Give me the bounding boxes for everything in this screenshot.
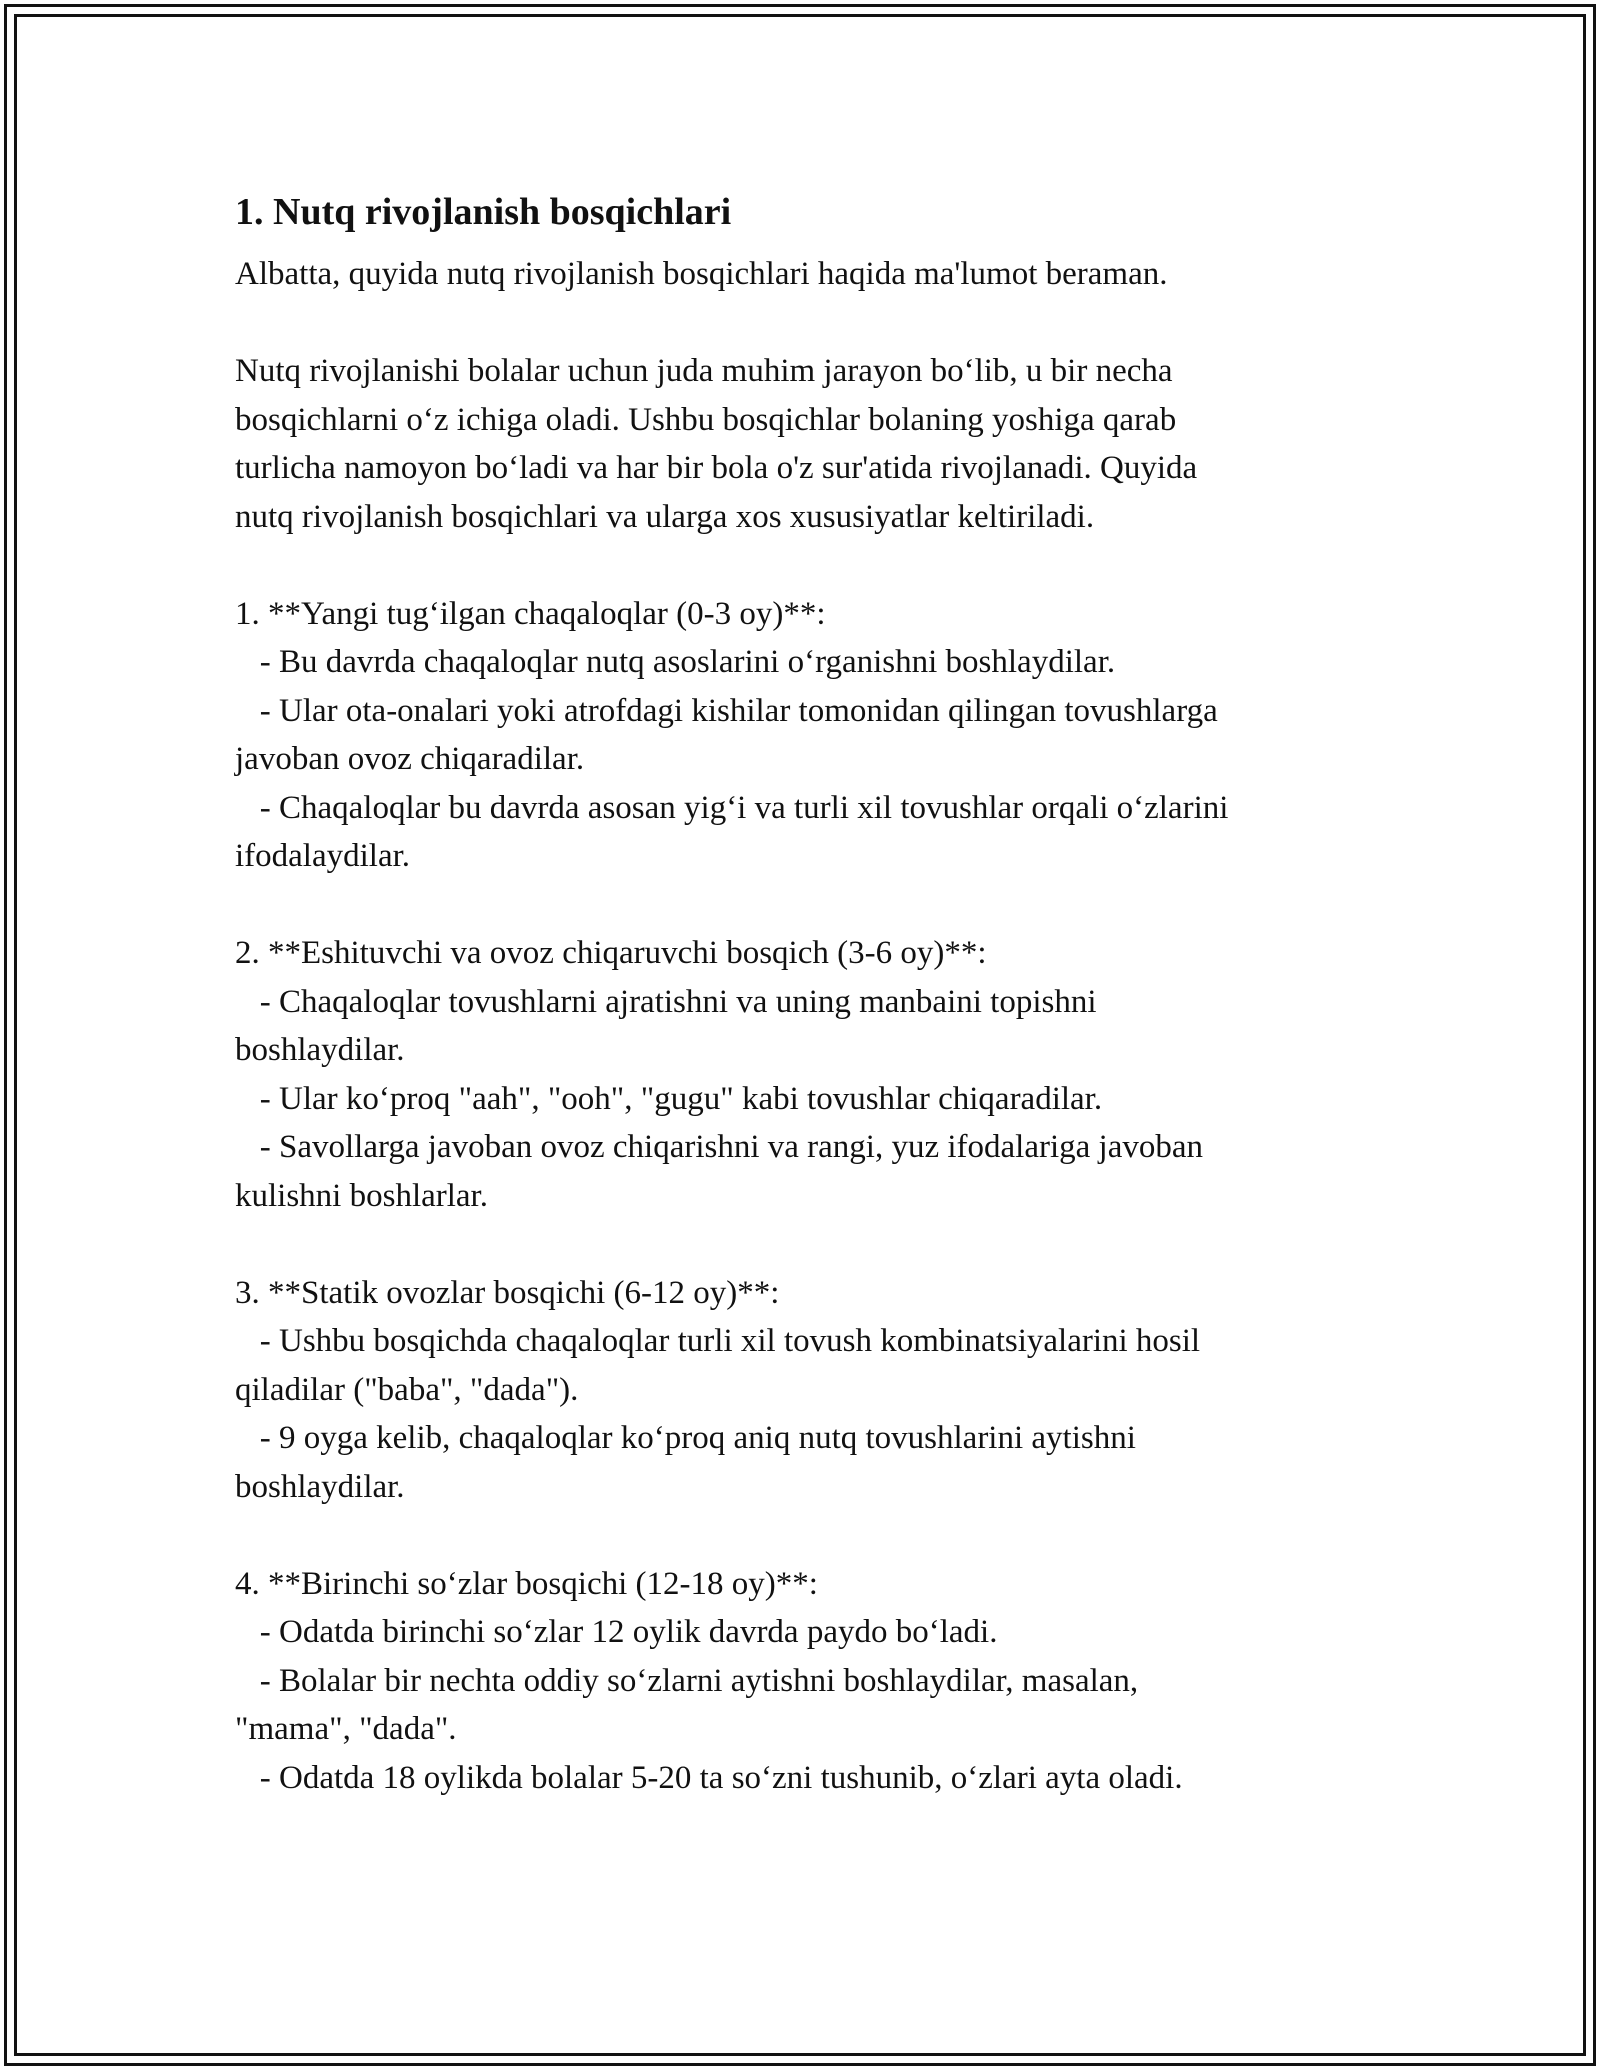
paragraph-gap [235, 541, 1365, 590]
section-heading: 1. Nutq rivojlanish bosqichlari [235, 191, 732, 233]
document-body [235, 186, 1365, 1802]
stage-line: kulishni boshlarlar. [235, 1177, 488, 1214]
stage-line: - Bu davrda chaqaloqlar nutq asoslarini o‘rganishni boshlaydilar. [235, 644, 1116, 680]
stage-line: - Chaqaloqlar bu davrda asosan yig‘i va turli xil tovushlar orqali o‘zlarini [235, 789, 1229, 826]
stage-title: 3. **Statik ovozlar bosqichi (6-12 oy)**: [235, 1274, 780, 1311]
stage-4 [235, 1560, 1365, 1803]
stage-1 [235, 590, 1365, 881]
stage-line: - Chaqaloqlar tovushlarni ajratishni va uning manbaini topishni [235, 983, 1097, 1020]
stage-2 [235, 929, 1365, 1220]
intro-line: Albatta, quyida nutq rivojlanish bosqichlari haqida ma'lumot beraman. [235, 256, 1168, 292]
stage-line: - Bolalar bir nechta oddiy so‘zlarni aytishni boshlaydilar, masalan, [235, 1662, 1139, 1699]
paragraph-gap [235, 881, 1365, 930]
paragraph-gap [235, 299, 1365, 348]
stage-line: - Odatda 18 oylikda bolalar 5-20 ta so‘zni tushunib, o‘zlari ayta oladi. [235, 1759, 1183, 1796]
intro-paragraph [235, 347, 1365, 541]
stage-line: ifodalaydilar. [235, 838, 411, 874]
paragraph-line: Nutq rivojlanishi bolalar uchun juda muhim jarayon bo‘lib, u bir necha [235, 353, 1173, 389]
stage-line: - Ushbu bosqichda chaqaloqlar turli xil tovush kombinatsiyalarini hosil [235, 1323, 1201, 1359]
stage-line: - Ular ota-onalari yoki atrofdagi kishilar tomonidan qilingan tovushlarga [235, 692, 1218, 729]
paragraph-gap [235, 1511, 1365, 1560]
stage-line: boshlaydilar. [235, 1032, 405, 1068]
stage-line: - Savollarga javoban ovoz chiqarishni va rangi, yuz ifodalariga javoban [235, 1129, 1203, 1165]
stage-title: 2. **Eshituvchi va ovoz chiqaruvchi bosqich (3-6 oy)**: [235, 935, 987, 971]
stage-line: - Odatda birinchi so‘zlar 12 oylik davrda paydo bo‘ladi. [235, 1614, 998, 1650]
stage-line: boshlaydilar. [235, 1468, 405, 1505]
stage-line: - 9 oyga kelib, chaqaloqlar ko‘proq aniq nutq tovushlarini aytishni [235, 1420, 1136, 1456]
stage-line: javoban ovoz chiqaradilar. [235, 741, 585, 777]
stage-title: 4. **Birinchi so‘zlar bosqichi (12-18 oy)**: [235, 1565, 818, 1602]
stage-line: qiladilar ("baba", "dada"). [235, 1371, 579, 1408]
stage-line: - Ular ko‘proq "aah", "ooh", "gugu" kabi tovushlar chiqaradilar. [235, 1080, 1103, 1117]
stage-line: "mama", "dada". [235, 1711, 457, 1747]
paragraph-gap [235, 1220, 1365, 1269]
stage-3 [235, 1269, 1365, 1512]
stage-title: 1. **Yangi tug‘ilgan chaqaloqlar (0-3 oy)**: [235, 595, 826, 632]
paragraph-line: nutq rivojlanish bosqichlari va ularga xos xususiyatlar keltiriladi. [235, 498, 1095, 535]
paragraph-line: turlicha namoyon bo‘ladi va har bir bola o'z sur'atida rivojlanadi. Quyida [235, 450, 1198, 486]
paragraph-line: bosqichlarni o‘z ichiga oladi. Ushbu bosqichlar bolaning yoshiga qarab [235, 401, 1177, 438]
